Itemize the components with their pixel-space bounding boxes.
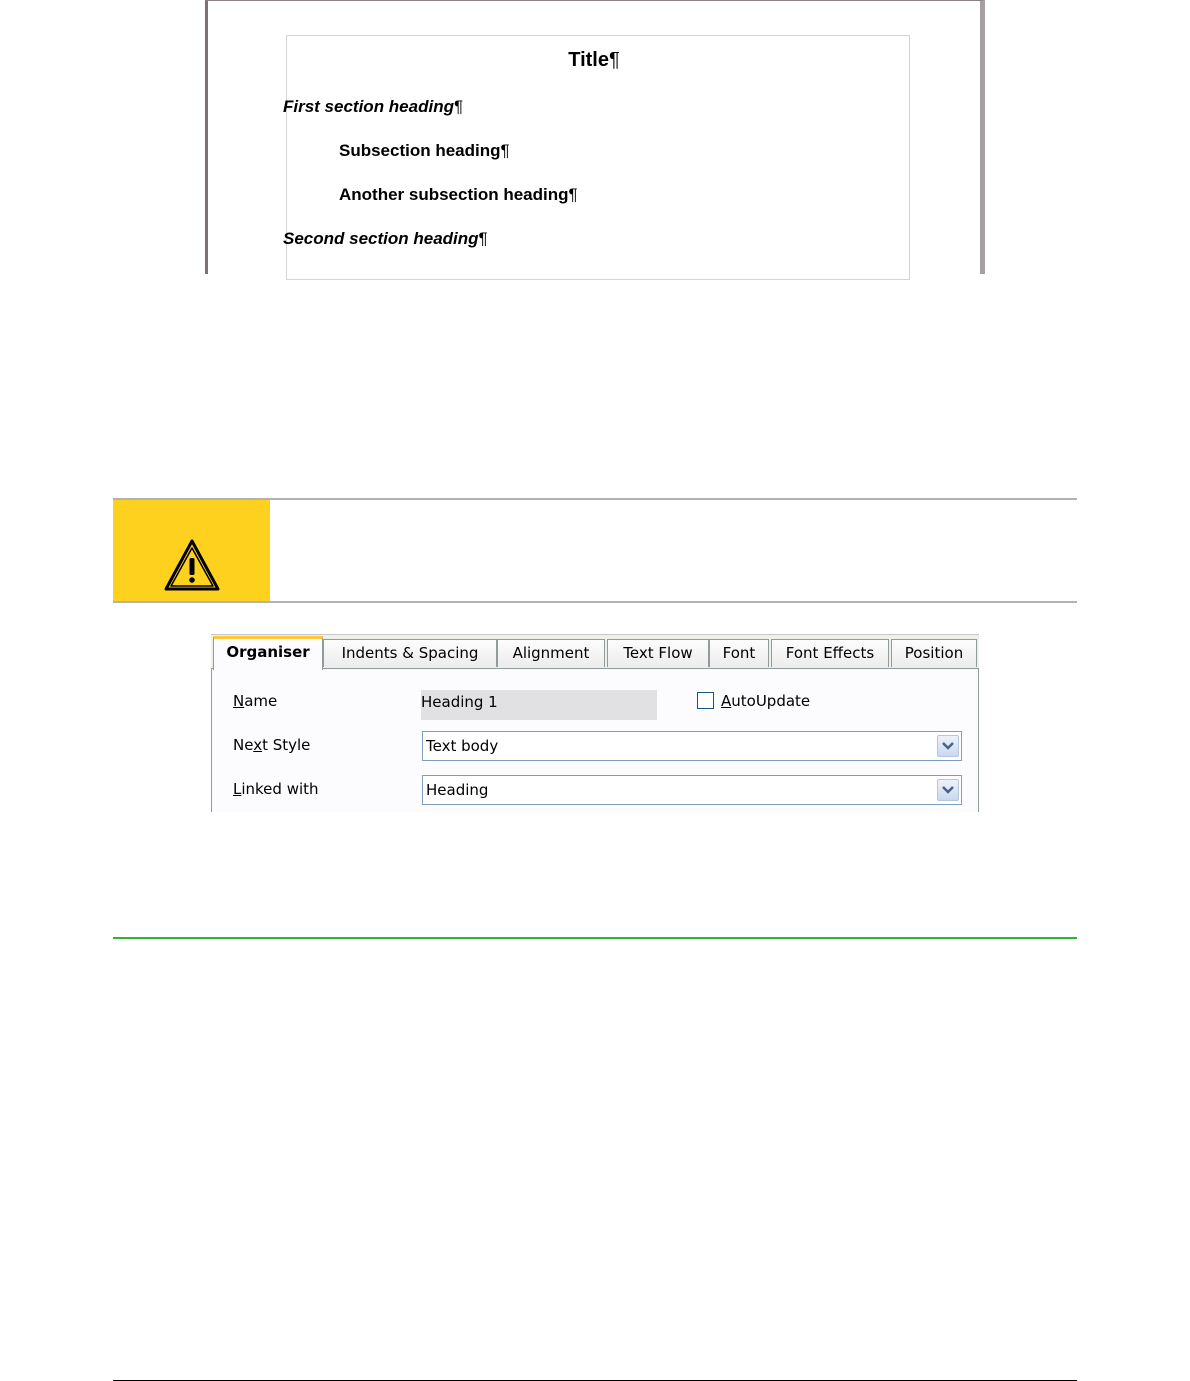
next-style-select[interactable] xyxy=(422,731,962,761)
doc-second-section-heading: Second section heading¶ xyxy=(283,229,488,248)
linked-with-dropdown-button[interactable] xyxy=(937,779,959,801)
caution-icon-background xyxy=(113,500,270,601)
doc-subsection-heading: Subsection heading¶ xyxy=(339,141,510,160)
warning-triangle-icon xyxy=(163,538,221,592)
caution-box xyxy=(113,498,1077,603)
name-field[interactable]: Heading 1 xyxy=(421,690,657,720)
next-style-label: Next Style xyxy=(233,736,311,754)
chevron-down-icon xyxy=(942,785,954,795)
paragraph-style-dialog xyxy=(211,634,979,812)
name-label: Name xyxy=(233,692,278,710)
tab-alignment[interactable]: Alignment xyxy=(497,639,605,667)
linked-with-value: Heading xyxy=(426,781,489,799)
next-style-dropdown-button[interactable] xyxy=(937,735,959,757)
chevron-down-icon xyxy=(942,741,954,751)
linked-with-label: Linked with xyxy=(233,780,319,798)
tab-font-effects[interactable]: Font Effects xyxy=(771,639,889,667)
tab-text-flow[interactable]: Text Flow xyxy=(607,639,709,667)
doc-first-section-heading: First section heading¶ xyxy=(283,97,464,116)
tab-indents-spacing[interactable]: Indents & Spacing xyxy=(323,639,497,667)
tab-organiser[interactable]: Organiser xyxy=(213,636,323,670)
autoupdate-checkbox[interactable] xyxy=(697,692,714,709)
linked-with-select[interactable] xyxy=(422,775,962,805)
autoupdate-label[interactable]: AutoUpdate xyxy=(721,692,811,710)
tab-font[interactable]: Font xyxy=(709,639,769,667)
doc-title-line: Title¶ xyxy=(568,49,620,71)
next-style-value: Text body xyxy=(426,737,499,755)
section-divider xyxy=(113,937,1077,939)
tab-position[interactable]: Position xyxy=(891,639,977,667)
doc-another-subsection-heading: Another subsection heading¶ xyxy=(339,185,578,204)
